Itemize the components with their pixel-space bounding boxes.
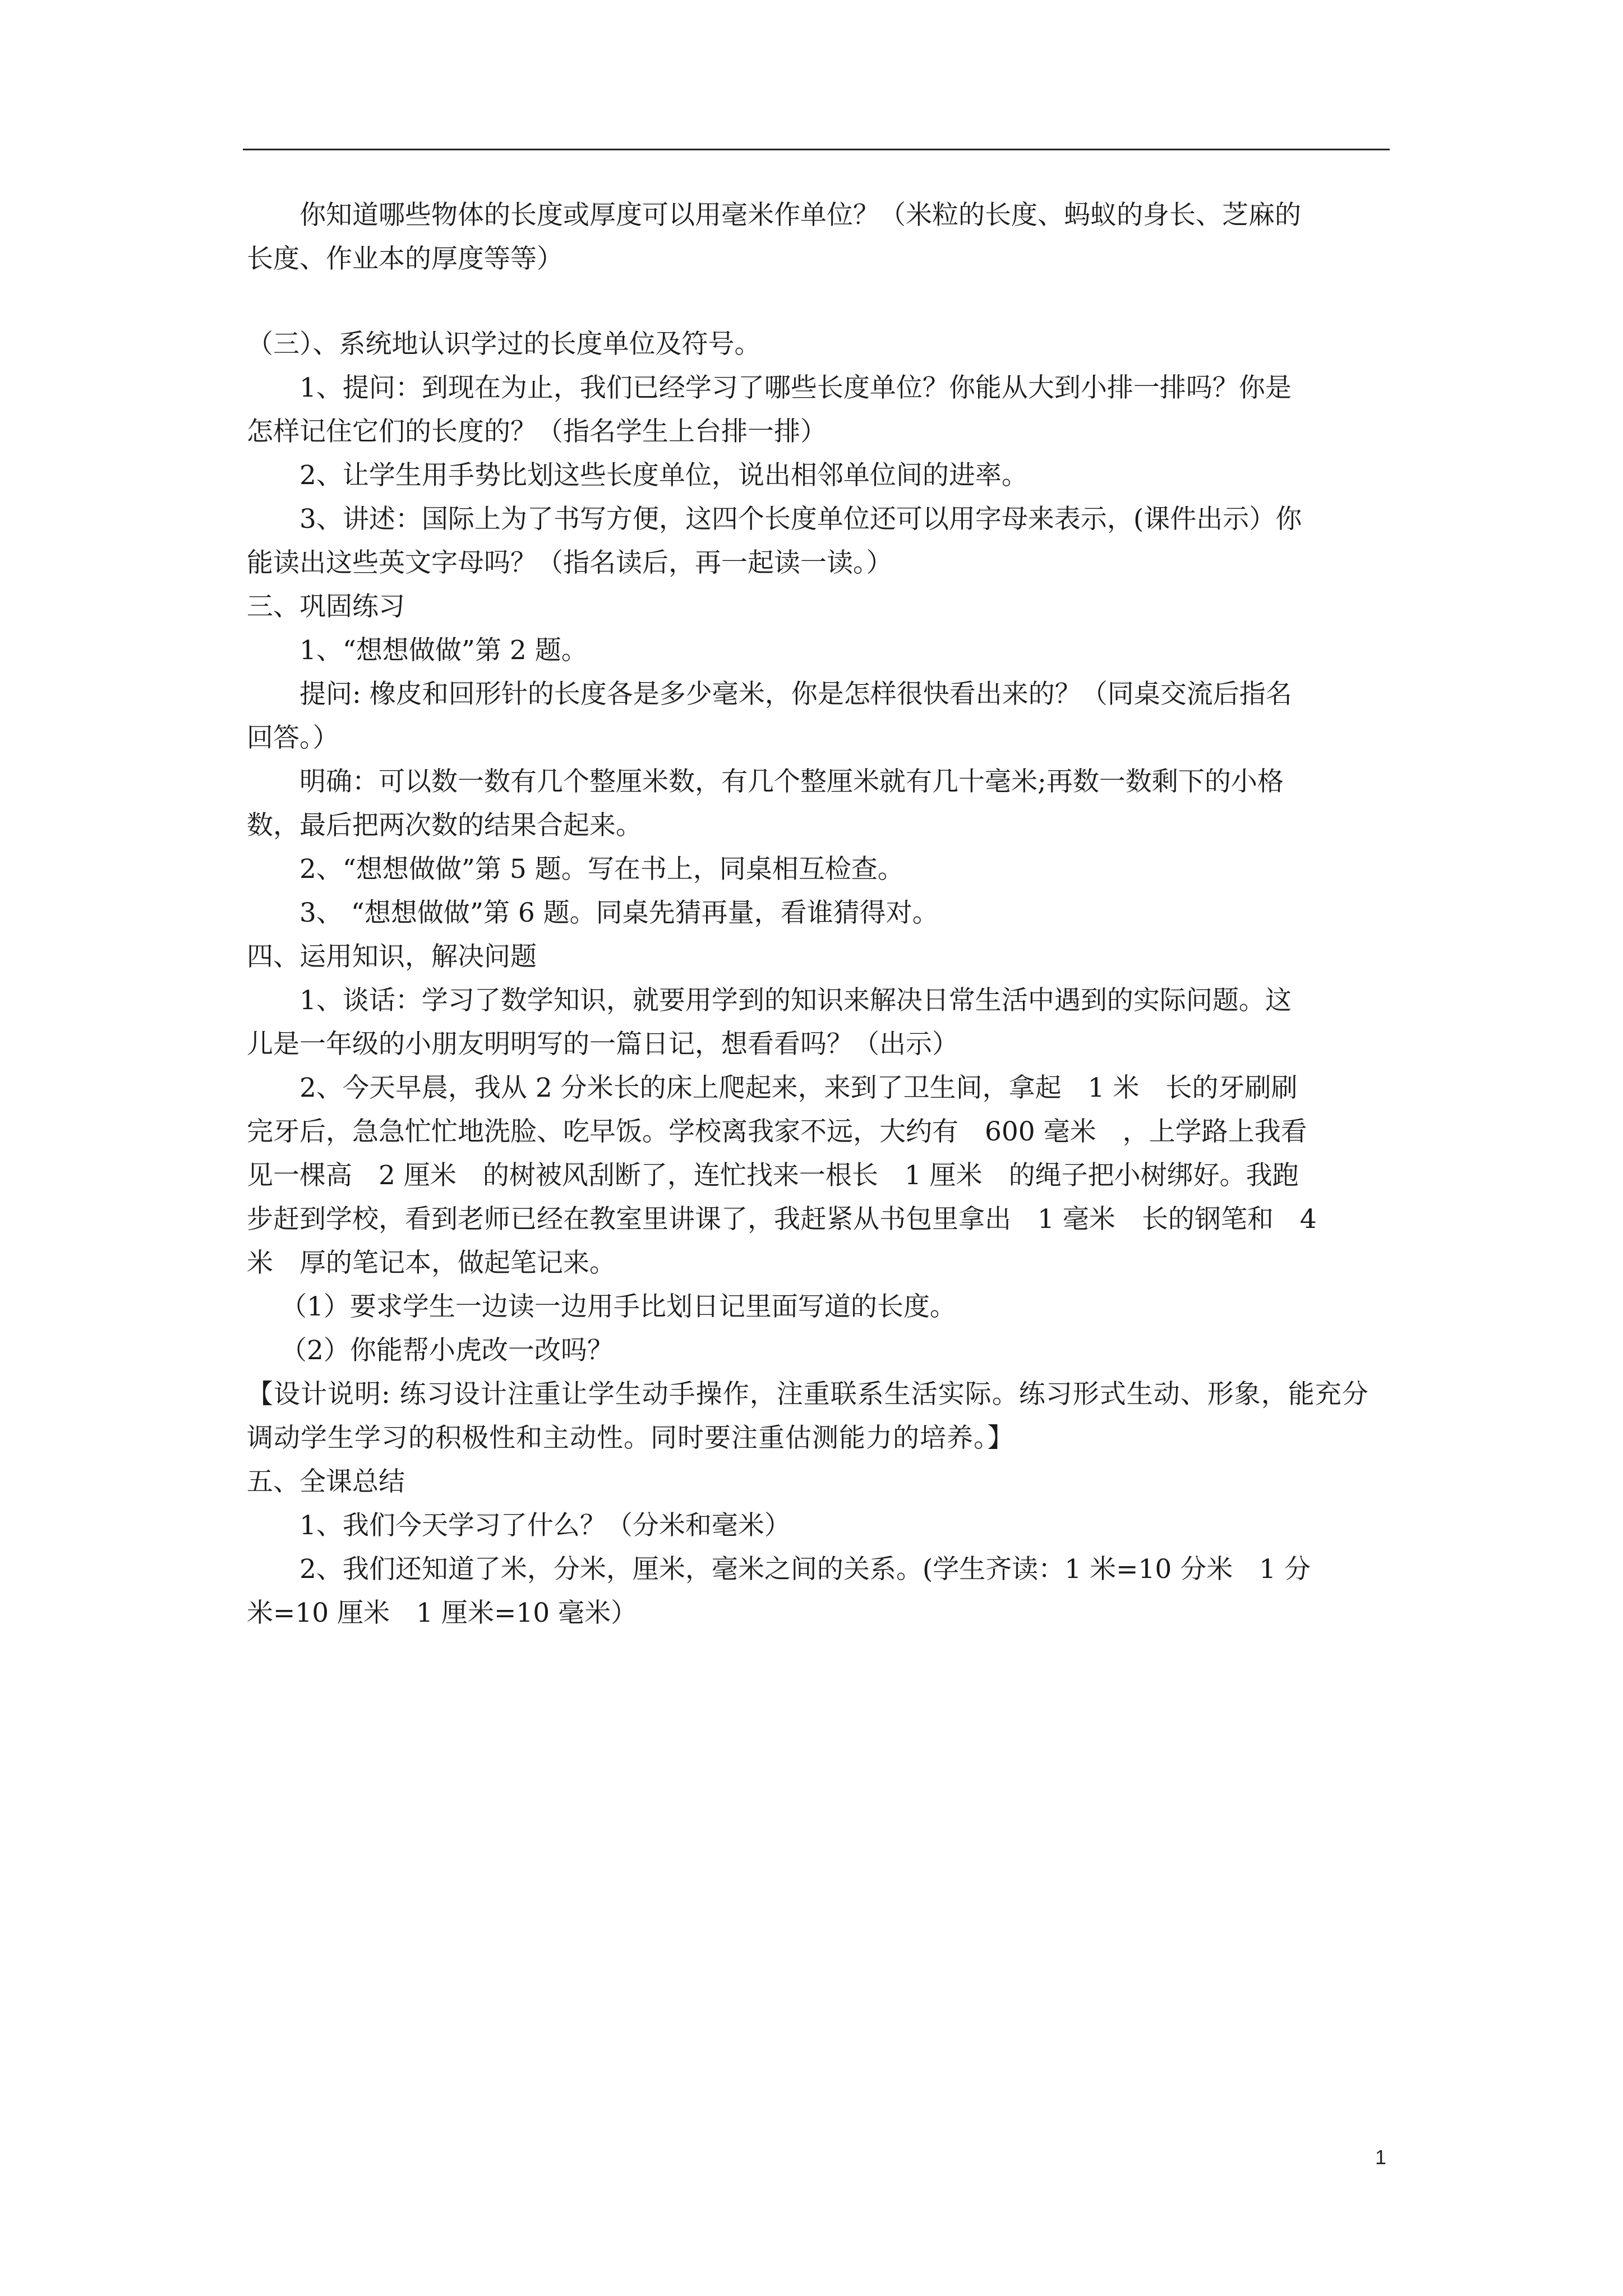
- paragraph-units-3-line-1: 3、讲述：国际上为了书写方便，这四个长度单位还可以用字母来表示，(课件出示）你: [299, 504, 1302, 535]
- paragraph-units-3-line-2: 能读出这些英文字母吗？（指名读后，再一起读一读。）: [247, 547, 893, 578]
- document-body: [247, 194, 1388, 1635]
- section-heading-practice: 三、巩固练习: [247, 591, 405, 622]
- summary-item-2-line-1: 2、我们还知道了米，分米，厘米，毫米之间的关系。(学生齐读：1 米=10 分米 1 分: [299, 1554, 1311, 1585]
- section-heading-summary: 五、全课总结: [247, 1466, 405, 1497]
- summary-item-2-line-2: 米=10 厘米 1 厘米=10 毫米）: [247, 1598, 638, 1628]
- diary-line-2: 完牙后，急急忙忙地洗脸、吃早饭。学校离我家不远，大约有 600 毫米 ，上学路上我看: [247, 1116, 1307, 1147]
- apply-subitem-1: （1）要求学生一边读一边用手比划日记里面写道的长度。: [280, 1291, 956, 1322]
- diary-line-5: 米 厚的笔记本，做起笔记来。: [247, 1248, 616, 1278]
- practice-item-2: 2、“想想做做”第 5 题。写在书上，同桌相互检查。: [299, 854, 904, 885]
- summary-item-1: 1、我们今天学习了什么？（分米和毫米）: [299, 1510, 791, 1541]
- paragraph-question-line-1: 你知道哪些物体的长度或厚度可以用毫米作单位？（米粒的长度、蚂蚁的身长、芝麻的: [299, 200, 1301, 231]
- apply-talk-line-1: 1、谈话：学习了数学知识，就要用学到的知识来解决日常生活中遇到的实际问题。这: [299, 985, 1292, 1016]
- practice-clarify-line-1: 明确：可以数一数有几个整厘米数，有几个整厘米就有几十毫米;再数一数剩下的小格: [299, 766, 1284, 797]
- paragraph-question-line-2: 长度、作业本的厚度等等）: [247, 243, 563, 274]
- section-heading-apply: 四、运用知识，解决问题: [247, 941, 537, 972]
- apply-subitem-2: （2）你能帮小虎改一改吗？: [280, 1335, 614, 1366]
- diary-line-1: 2、今天早晨，我从 2 分米长的床上爬起来，来到了卫生间，拿起 1 米 长的牙刷刷: [299, 1073, 1298, 1103]
- paragraph-units-2: 2、让学生用手势比划这些长度单位，说出相邻单位间的进率。: [299, 460, 1028, 491]
- practice-item-1: 1、“想想做做”第 2 题。: [299, 635, 588, 666]
- page-number: 1: [1375, 2146, 1387, 2169]
- paragraph-units-1-line-2: 怎样记住它们的长度的？（指名学生上台排一排）: [247, 416, 827, 447]
- practice-clarify-line-2: 数，最后把两次数的结果合起来。: [247, 810, 642, 841]
- diary-line-3: 见一棵高 2 厘米 的树被风刮断了，连忙找来一根长 1 厘米 的绳子把小树绑好。我跑: [247, 1160, 1299, 1191]
- apply-talk-line-2: 儿是一年级的小朋友明明写的一篇日记，想看看吗？（出示）: [247, 1029, 958, 1060]
- design-note: 【设计说明: 练习设计注重让学生动手操作，注重联系生活实际。练习形式生动、形象，能充分调动学生学习的积极性和主动性。同时要注重估测能力的培养。】: [247, 1379, 1369, 1453]
- practice-question-line-2: 回答。）: [247, 723, 339, 753]
- section-heading-units: （三）、系统地认识学过的长度单位及符号。: [247, 329, 761, 360]
- practice-question-line-1: 提问: 橡皮和回形针的长度各是多少毫米，你是怎样很快看出来的？（同桌交流后指名: [299, 679, 1292, 710]
- diary-line-4: 步赶到学校，看到老师已经在教室里讲课了，我赶紧从书包里拿出 1 毫米 长的钢笔和 4: [247, 1204, 1317, 1235]
- paragraph-units-1-line-1: 1、提问：到现在为止，我们已经学习了哪些长度单位？你能从大到小排一排吗？你是: [299, 372, 1292, 403]
- header-rule: [243, 149, 1390, 150]
- practice-item-3: 3、 “想想做做”第 6 题。同桌先猜再量，看谁猜得对。: [299, 898, 939, 928]
